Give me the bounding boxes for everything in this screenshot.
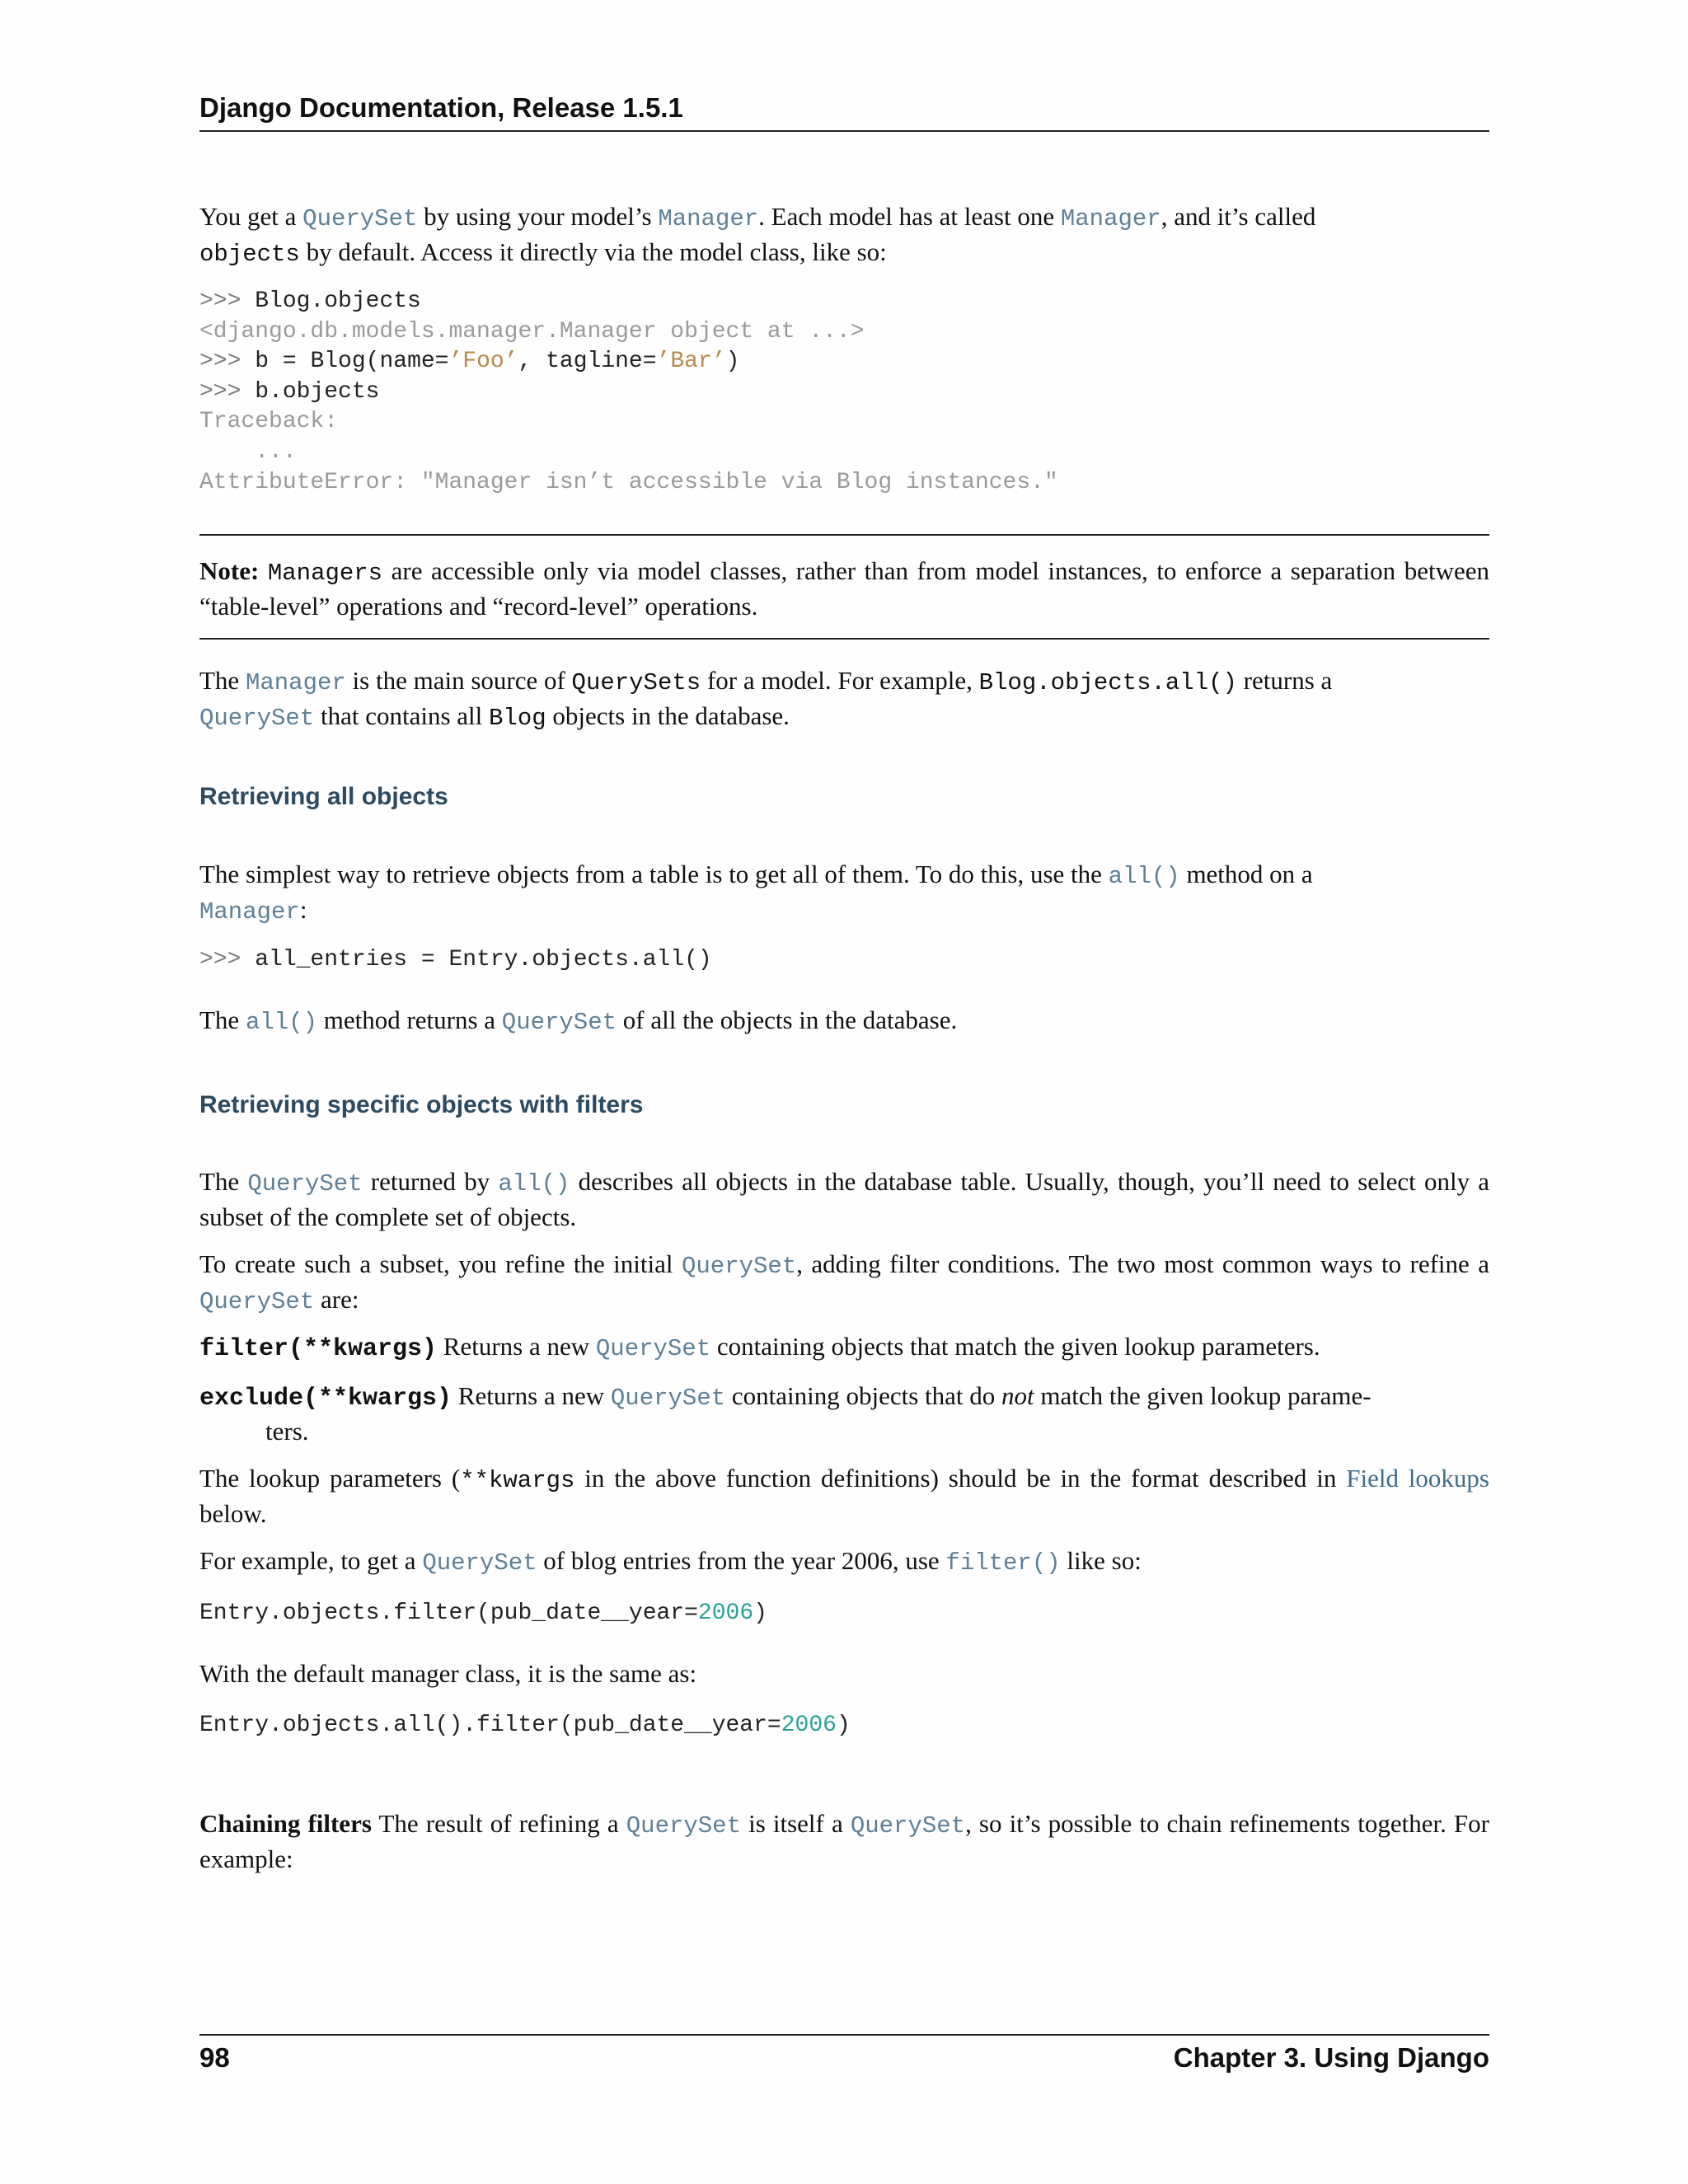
chaining-filters-label: Chaining filters: [199, 1809, 372, 1838]
note-label: Note:: [199, 556, 260, 585]
manager-link[interactable]: Manager: [1060, 205, 1161, 232]
code-block: Entry.objects.filter(pub_date__year=2006): [199, 1601, 767, 1626]
queryset-link[interactable]: QuerySet: [199, 1288, 315, 1315]
queryset-link[interactable]: QuerySet: [247, 1170, 363, 1197]
definition-filter: filter(**kwargs) Returns a new QuerySet containing objects that match the given lookup parameters.: [199, 1332, 1320, 1363]
queryset-link[interactable]: QuerySet: [199, 705, 315, 732]
code-block: >>> Blog.objects <django.db.models.manager.Manager object at ...> >>> b = Blog(name=’Foo’, tagline=’Bar’) >>> b.objects Traceback: ... AttributeError: "Manager isn’t accessible via Blog instances.": [199, 288, 1058, 495]
retrieve-all-paragraph: The simplest way to retrieve objects from a table is to get all of them. To do this, use the all() method on a Manager:: [199, 860, 1313, 926]
lookup-parameters-paragraph: The lookup parameters (**kwargs in the above function definitions) should be in the format described in Field lookups below.: [199, 1464, 1489, 1528]
inline-code: objects: [199, 241, 300, 268]
queryset-link[interactable]: QuerySet: [302, 205, 418, 232]
section-heading-retrieving-all: Retrieving all objects: [199, 783, 448, 810]
chaining-filters-paragraph: Chaining filters The result of refining a QuerySet is itself a QuerySet, so it’s possible to chain refinements together. For example:: [199, 1809, 1489, 1873]
queryset-link[interactable]: QuerySet: [681, 1253, 797, 1280]
inline-code: Blog.objects.all(): [978, 669, 1237, 696]
inline-code: **kwargs: [460, 1467, 575, 1494]
queryset-link[interactable]: QuerySet: [595, 1335, 711, 1362]
field-lookups-link[interactable]: Field lookups: [1346, 1464, 1489, 1493]
all-method-link[interactable]: all(): [1108, 863, 1180, 890]
filters-paragraph: The QuerySet returned by all() describes all objects in the database table. Usually, though, you’ll need to select only a subset of the complete set of objects.: [199, 1167, 1489, 1231]
manager-link[interactable]: Manager: [658, 205, 759, 232]
page-number: 98: [199, 2042, 230, 2073]
definition-term: filter(**kwargs): [199, 1335, 438, 1363]
document-page: [199, 0, 1489, 2184]
section-heading-filters: Retrieving specific objects with filters: [199, 1091, 644, 1118]
queryset-link[interactable]: QuerySet: [626, 1812, 741, 1840]
manager-link[interactable]: Manager: [199, 898, 300, 926]
queryset-link[interactable]: QuerySet: [610, 1385, 726, 1412]
note-box: Note: Managers are accessible only via model classes, rather than from model instances, to enforce a separation between “table-level” operations and “record-level” operations.: [199, 556, 1489, 621]
manager-link[interactable]: Manager: [245, 669, 346, 696]
example-paragraph: For example, to get a QuerySet of blog entries from the year 2006, use filter() like so:: [199, 1546, 1142, 1577]
footer-rule: [199, 2034, 1489, 2036]
definition-exclude: exclude(**kwargs) Returns a new QuerySet containing objects that do not match the given lookup parame- ters.: [199, 1381, 1372, 1446]
queryset-link[interactable]: QuerySet: [850, 1812, 966, 1840]
intro-paragraph: You get a QuerySet by using your model’s Manager. Each model has at least one Manager, and it’s called objects by default. Access it directly via the model class, like so:: [199, 202, 1316, 268]
inline-code: QuerySets: [571, 669, 701, 696]
code-block: Entry.objects.all().filter(pub_date__year=2006): [199, 1713, 851, 1738]
all-method-paragraph: The all() method returns a QuerySet of all the objects in the database.: [199, 1005, 958, 1036]
inline-code: Blog: [489, 705, 546, 732]
all-method-link[interactable]: all(): [498, 1170, 570, 1197]
note-bottom-rule: [199, 638, 1489, 640]
header-rule: [199, 130, 1489, 132]
code-block: >>> all_entries = Entry.objects.all(): [199, 947, 712, 972]
default-manager-paragraph: With the default manager class, it is the same as:: [199, 1659, 697, 1688]
refine-paragraph: To create such a subset, you refine the initial QuerySet, adding filter conditions. The two most common ways to refine a QuerySet are:: [199, 1249, 1489, 1315]
filter-method-link[interactable]: filter(): [945, 1549, 1061, 1577]
all-method-link[interactable]: all(): [245, 1009, 317, 1036]
queryset-link[interactable]: QuerySet: [422, 1549, 537, 1577]
definition-term: exclude(**kwargs): [199, 1385, 452, 1413]
note-top-rule: [199, 534, 1489, 536]
inline-code: Managers: [267, 560, 383, 587]
chapter-title: Chapter 3. Using Django: [1173, 2042, 1489, 2073]
manager-paragraph: The Manager is the main source of QuerySets for a model. For example, Blog.objects.all() returns a QuerySet that contains all Blog objects in the database.: [199, 666, 1333, 732]
queryset-link[interactable]: QuerySet: [501, 1009, 617, 1036]
page-header-title: Django Documentation, Release 1.5.1: [199, 92, 683, 123]
